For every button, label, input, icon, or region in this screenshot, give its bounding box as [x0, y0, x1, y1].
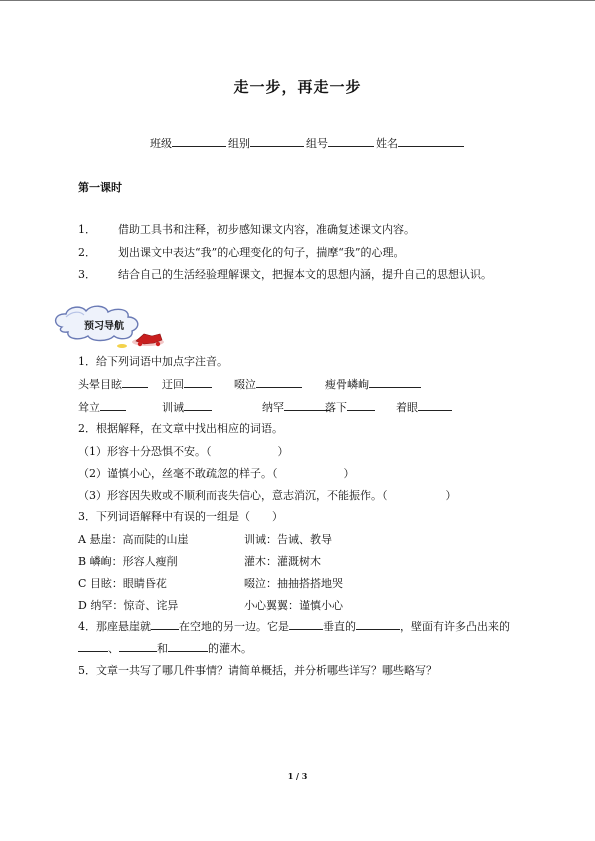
page-title: 走一步，再走一步 [233, 78, 362, 96]
word-item: 头晕目眩 [78, 376, 148, 392]
answer-blank[interactable] [284, 399, 330, 411]
answer-blank[interactable] [418, 399, 452, 411]
answer-blank[interactable] [256, 376, 302, 388]
answer-blank[interactable] [369, 376, 421, 388]
answer-blank[interactable] [184, 376, 212, 388]
page-top-rule [0, 0, 595, 1]
group-label: 组别 [228, 137, 250, 150]
question-4-line-1: 4．那座悬崖就 在空地的另一边。它是 垂直的 ，壁面有许多凸出来的 [78, 620, 510, 633]
name-label: 姓名 [376, 137, 398, 150]
page-number: 1 / 3 [287, 771, 308, 781]
answer-blank[interactable] [184, 399, 212, 411]
cloud-badge-icon [48, 303, 178, 349]
class-label: 班级 [150, 137, 172, 150]
goal-item: 3． 结合自己的生活经验理解课文，把握本文的思想内涵，提升自己的思想认识。 [78, 268, 492, 281]
group-blank[interactable] [250, 135, 304, 147]
answer-blank[interactable] [122, 376, 148, 388]
word-item: 纳罕 [262, 399, 330, 415]
word-item: 训诫 [162, 399, 212, 415]
answer-blank[interactable] [151, 618, 179, 630]
question-2-item: （1）形容十分恐惧不安。（ ） [78, 445, 289, 458]
answer-blank[interactable] [356, 618, 400, 630]
answer-blank[interactable] [119, 640, 157, 652]
option-right: 训诫：告诫、教导 [244, 533, 332, 546]
name-blank[interactable] [398, 135, 464, 147]
word-item: 着眼 [396, 399, 452, 415]
option-right: 小心翼翼：谨慎小心 [244, 599, 343, 612]
word-item: 啜泣 [234, 376, 302, 392]
question-2-item: （3）形容因失败或不顺利而丧失信心，意志消沉，不能振作。（ ） [78, 489, 457, 502]
goal-item: 1． 借助工具书和注释，初步感知课文内容，准确复述课文内容。 [78, 223, 415, 236]
word-item: 迂回 [162, 376, 212, 392]
question-5-prompt: 5．文章一共写了哪几件事情？请简单概括，并分析哪些详写？哪些略写？ [78, 664, 437, 677]
question-1-prompt: 1．给下列词语中加点字注音。 [78, 355, 228, 368]
class-blank[interactable] [172, 135, 226, 147]
option-right: 灌木：灌溉树木 [244, 555, 321, 568]
word-item: 耸立 [78, 399, 126, 415]
option-left: A 悬崖：高而陡的山崖 [78, 533, 189, 546]
question-2-item: （2）谨慎小心，丝毫不敢疏忽的样子。（ ） [78, 467, 355, 480]
option-left: D 纳罕：惊奇、诧异 [78, 599, 179, 612]
student-info-line [150, 135, 466, 151]
word-item: 瘦骨嶙峋 [325, 376, 421, 392]
goal-item: 2． 划出课文中表达“我”的心理变化的句子，揣摩“我”的心理。 [78, 246, 405, 259]
option-right: 啜泣：抽抽搭搭地哭 [244, 577, 343, 590]
option-left: C 目眩：眼睛昏花 [78, 577, 167, 590]
answer-blank[interactable] [289, 618, 323, 630]
question-2-prompt: 2．根据解释，在文章中找出相应的词语。 [78, 422, 283, 435]
preview-guide-badge [48, 303, 178, 349]
section-title: 第一课时 [78, 181, 122, 194]
question-4-line-2: 、 和 的灌木。 [78, 640, 252, 656]
option-left: B 嶙峋：形容人瘦削 [78, 555, 178, 568]
question-3-prompt: 3．下列词语解释中有误的一组是（ ） [78, 510, 283, 523]
word-item: 落下 [325, 399, 375, 415]
group-no-blank[interactable] [328, 135, 374, 147]
answer-blank[interactable] [78, 640, 108, 652]
answer-blank[interactable] [100, 399, 126, 411]
badge-label: 预习导航 [84, 321, 124, 332]
group-no-label: 组号 [306, 137, 328, 150]
answer-blank[interactable] [168, 640, 208, 652]
answer-blank[interactable] [347, 399, 375, 411]
